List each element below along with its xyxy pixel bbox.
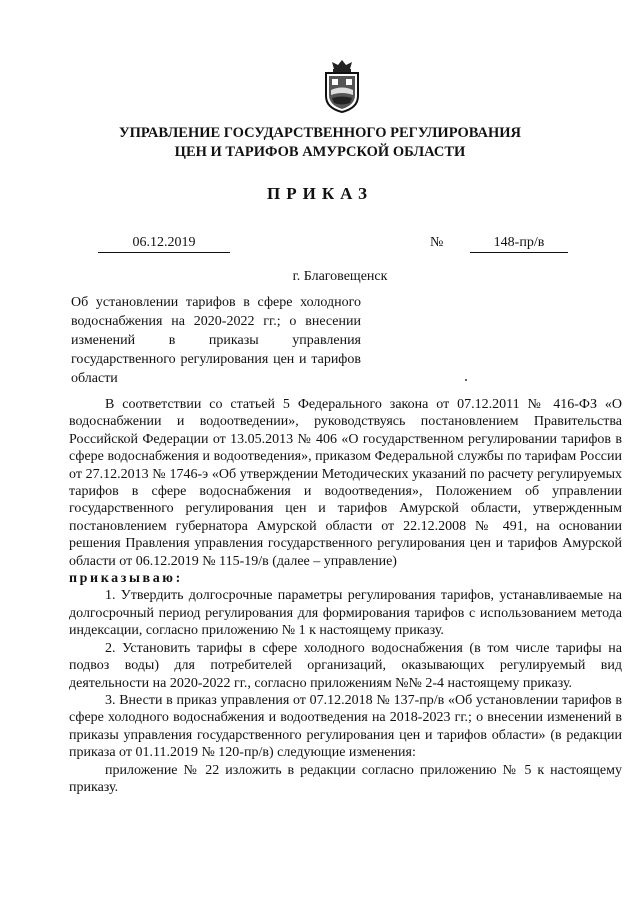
organization-name-line2: ЦЕН И ТАРИФОВ АМУРСКОЙ ОБЛАСТИ	[174, 144, 466, 160]
document-date: 06.12.2019	[98, 235, 230, 253]
item-2-paragraph: 2. Установить тарифы в сфере холодного водоснабжения (в том числе тарифы на подвоз воды) для потребителей организаций, оказывающих регулируемый вид деятельности на 2020-2022 гг., согласно приложениям №№ 2-4 настоящему приказу.	[69, 640, 622, 691]
document-subject: Об установлении тарифов в сфере холодного водоснабжения на 2020-2022 гг.; о внесении изменений в приказы управления государственного регулирования цен и тарифов области	[71, 295, 361, 386]
document-body	[69, 396, 622, 796]
scan-speck	[465, 379, 467, 381]
organization-name-line1: УПРАВЛЕНИЕ ГОСУДАРСТВЕННОГО РЕГУЛИРОВАНИЯ	[118, 125, 522, 141]
item-1-paragraph: 1. Утвердить долгосрочные параметры регулирования тарифов, устанавливаемые на долгосрочный период регулирования для формирования тарифов с использованием метода индексации, согласно приложению № 1 к настоящему приказу.	[69, 588, 622, 639]
order-word-paragraph	[69, 570, 622, 587]
item-3-sub-paragraph: приложение № 22 изложить в редакции согласно приложению № 5 к настоящему приказу.	[69, 762, 622, 795]
city-name: г. Благовещенск	[292, 269, 388, 284]
item-3-paragraph: 3. Внести в приказ управления от 07.12.2018 № 137-пр/в «Об установлении тарифов в сфере холодного водоснабжения и водоотведения на 2018-2023 гг.; о внесении изменений в приказы управления государственного регулирования цен и тарифов области» (в редакции приказа от 01.11.2019 № 120-пр/в) следующие изменения:	[69, 692, 622, 761]
document-type-title: ПРИКАЗ	[267, 184, 373, 203]
number-sign: №	[430, 235, 444, 250]
coat-of-arms-emblem	[322, 58, 362, 114]
organization-header	[0, 124, 640, 162]
order-word: приказываю:	[69, 571, 183, 587]
preamble-paragraph: В соответствии со статьей 5 Федерального закона от 07.12.2011 № 416-ФЗ «О водоснабжении и водоотведении», руководствуясь постановлением Правительства Российской Федерации от 13.05.2013 № 406 «О государственном регулировании тарифов в сфере водоснабжения и водоотведения», приказом Федеральной службы по тарифам России от 27.12.2013 № 1746-э «Об утверждении Методических указаний по расчету регулируемых тарифов в сфере водоснабжения и водоотведения», Положением об управлении государственного регулирования цен и тарифов Амурской области, утвержденным постановлением губернатора Амурской области от 22.12.2008 № 491, на основании решения Правления управления государственного регулирования цен и тарифов Амурской области от 06.12.2019 № 115-19/в (далее – управление)	[69, 397, 622, 569]
document-number: 148-пр/в	[470, 235, 568, 253]
